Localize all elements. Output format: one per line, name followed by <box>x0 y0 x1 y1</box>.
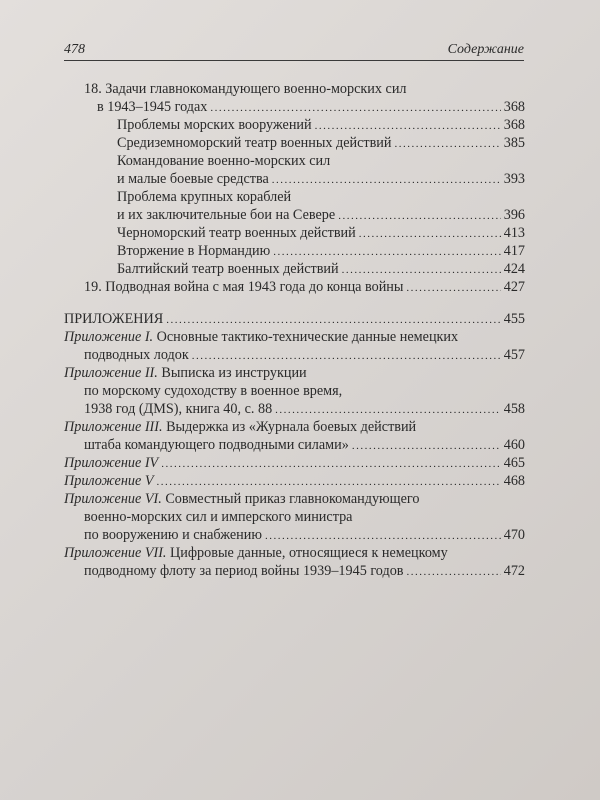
toc-entry[interactable] <box>117 224 525 242</box>
toc-entry-title: и их заключительные бои на Севере <box>117 207 336 223</box>
section-title: Содержание <box>447 42 524 57</box>
leader-dots <box>166 311 500 329</box>
toc-entry-title: Проблемы морских вооружений <box>117 117 312 133</box>
appendix-label: Приложение II. <box>64 365 158 381</box>
toc-entry-title: Черноморский театр военных действий <box>117 225 356 241</box>
page-number: 478 <box>64 42 85 57</box>
toc-entry-page: 455 <box>503 311 525 327</box>
toc-entry[interactable] <box>117 134 525 152</box>
toc-entry-page: 393 <box>503 171 525 187</box>
toc-entry[interactable] <box>117 260 525 278</box>
toc-entry-page: 470 <box>503 527 525 543</box>
toc-entry-page: 385 <box>503 135 525 151</box>
toc-entry[interactable] <box>64 472 525 490</box>
leader-dots <box>338 207 501 225</box>
leader-dots <box>161 455 501 473</box>
toc-entry[interactable] <box>84 436 525 454</box>
appendix-label: Приложение IV <box>64 455 159 471</box>
toc-entry-title: подводных лодок <box>84 347 189 363</box>
toc-entry[interactable] <box>84 346 525 364</box>
toc-line <box>64 328 458 346</box>
leader-dots <box>210 99 500 117</box>
leader-dots <box>315 117 501 135</box>
appendix-title: Цифровые данные, относящиеся к немецкому <box>166 545 448 561</box>
leader-dots <box>342 261 501 279</box>
appendix-label: Приложение VII. <box>64 545 167 561</box>
toc-entry[interactable] <box>64 454 525 472</box>
toc-line: по морскому судоходству в военное время, <box>84 383 343 399</box>
leader-dots <box>265 527 501 545</box>
toc-entry-title: и малые боевые средства <box>117 171 269 187</box>
toc-line: военно-морских сил и имперского министра <box>84 509 353 525</box>
leader-dots <box>156 473 500 491</box>
toc-entry-page: 424 <box>503 261 525 277</box>
toc-entry-page: 413 <box>503 225 525 241</box>
toc-entry[interactable] <box>117 170 525 188</box>
appendix-title: Основные тактико-технические данные немецких <box>153 329 459 345</box>
toc-line <box>64 544 448 562</box>
leader-dots <box>406 279 500 297</box>
appendix-label: Приложение V <box>64 473 154 489</box>
toc-entry-title: штаба командующего подводными силами» <box>84 437 349 453</box>
leader-dots <box>273 243 500 261</box>
leader-dots <box>395 135 501 153</box>
toc-entry[interactable] <box>64 310 525 328</box>
toc-entry-page: 417 <box>503 243 525 259</box>
appendix-title: Совместный приказ главнокомандующего <box>161 491 420 507</box>
leader-dots <box>192 347 501 365</box>
toc-entry[interactable] <box>97 98 525 116</box>
leader-dots <box>272 171 501 189</box>
toc-entry-title: Вторжение в Нормандию <box>117 243 271 259</box>
toc-entry[interactable] <box>117 242 525 260</box>
leader-dots <box>352 437 501 455</box>
toc-entry[interactable] <box>84 526 525 544</box>
toc-line <box>64 418 416 436</box>
toc-entry-title: ПРИЛОЖЕНИЯ <box>64 311 164 327</box>
toc-entry[interactable] <box>84 400 525 418</box>
toc-entry-page: 368 <box>503 117 525 133</box>
appendix-label: Приложение III. <box>64 419 163 435</box>
leader-dots <box>359 225 501 243</box>
toc-entry[interactable] <box>84 562 525 580</box>
toc-entry-page: 457 <box>503 347 525 363</box>
appendix-label: Приложение I. <box>64 329 154 345</box>
toc-entry-page: 472 <box>503 563 525 579</box>
toc-entry-title: 19. Подводная война с мая 1943 года до конца войны <box>84 279 404 295</box>
toc-entry-title: 1938 год (ДМS), книга 40, с. 88 <box>84 401 273 417</box>
toc-entry[interactable] <box>117 116 525 134</box>
toc-entry-title: в 1943–1945 годах <box>97 99 208 115</box>
toc-entry[interactable] <box>117 206 525 224</box>
toc-entry-page: 460 <box>503 437 525 453</box>
toc-line: 18. Задачи главнокомандующего военно-морских сил <box>84 81 407 97</box>
appendix-label: Приложение VI. <box>64 491 162 507</box>
toc-entry-page: 427 <box>503 279 525 295</box>
toc-entry-page: 465 <box>503 455 525 471</box>
toc-entry-page: 458 <box>503 401 525 417</box>
appendix-title: Выписка из инструкции <box>157 365 307 381</box>
toc-entry-title: Балтийский театр военных действий <box>117 261 339 277</box>
toc-line <box>64 364 307 382</box>
toc-line <box>64 490 419 508</box>
leader-dots <box>407 563 501 581</box>
toc-entry-page: 468 <box>503 473 525 489</box>
toc-line: Проблема крупных кораблей <box>117 189 292 205</box>
appendix-title: Выдержка из «Журнала боевых действий <box>162 419 417 435</box>
toc-entry-title: подводному флоту за период войны 1939–1945 годов <box>84 563 404 579</box>
toc-entry-page: 368 <box>503 99 525 115</box>
toc-entry-title: Средиземноморский театр военных действий <box>117 135 392 151</box>
leader-dots <box>275 401 501 419</box>
toc-entry[interactable] <box>84 278 525 296</box>
toc-entry-page: 396 <box>503 207 525 223</box>
toc-entry-title: по вооружению и снабжению <box>84 527 262 543</box>
toc-line: Командование военно-морских сил <box>117 153 331 169</box>
